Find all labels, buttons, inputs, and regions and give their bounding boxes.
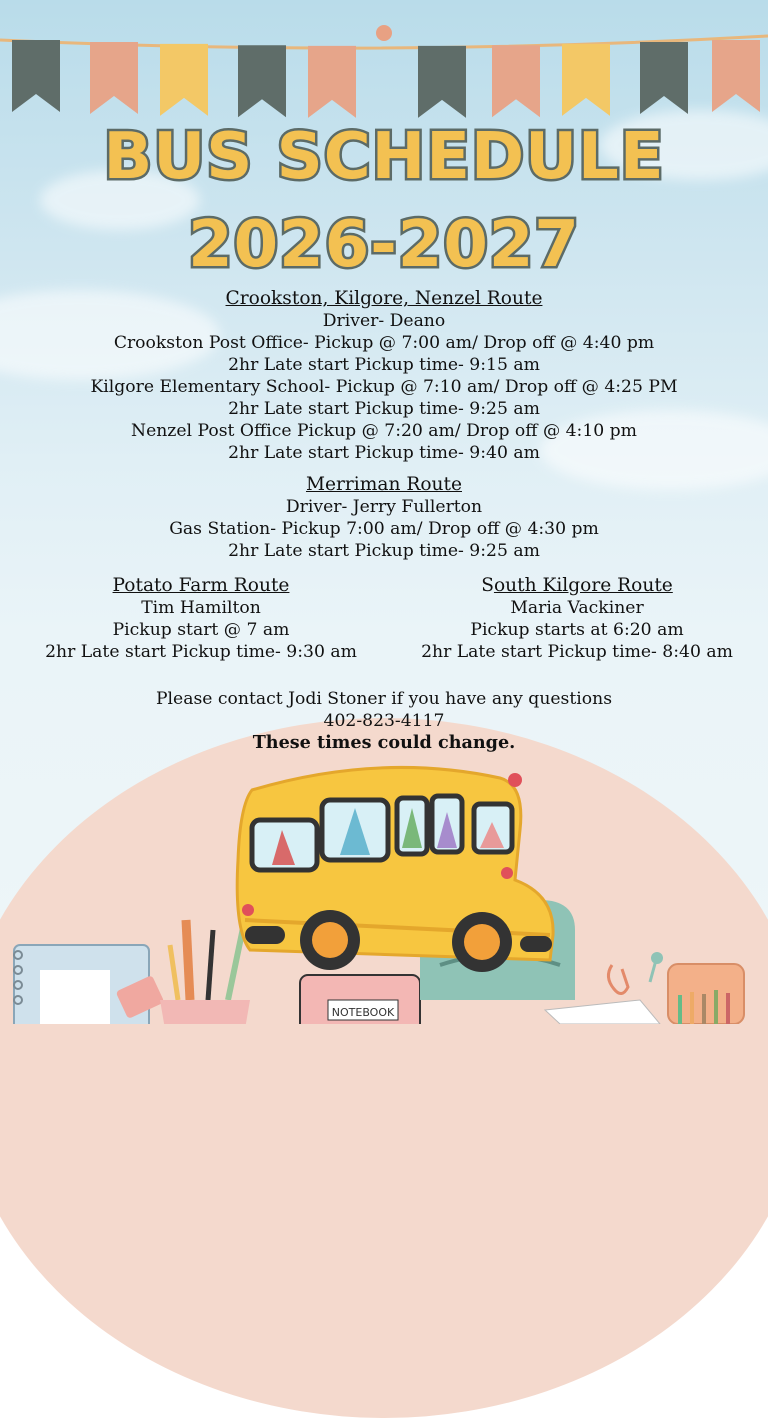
route-line: 2hr Late start Pickup time- 9:30 am: [45, 642, 357, 662]
heading-rest: outh Kilgore Route: [493, 575, 673, 596]
route-line: Kilgore Elementary School- Pickup @ 7:10 am/ Drop off @ 4:25 PM: [90, 377, 678, 397]
bunting-flag: [712, 40, 760, 112]
contact-block: [0, 688, 768, 754]
route-line: Tim Hamilton: [141, 598, 261, 618]
bunting-flag: [562, 44, 610, 116]
bunting-flag: [238, 45, 286, 117]
route-line: Driver- Jerry Fullerton: [285, 497, 483, 517]
route-line: 2hr Late start Pickup time- 9:40 am: [228, 443, 540, 463]
route-south: [382, 575, 768, 663]
route-line: 2hr Late start Pickup time- 9:25 am: [228, 541, 540, 561]
bunting-flag: [160, 44, 208, 116]
pushpin-head-icon: [651, 952, 663, 964]
route-heading: Merriman Route: [305, 474, 462, 495]
route-merriman: [0, 474, 768, 562]
route-heading: Crookston, Kilgore, Nenzel Route: [225, 288, 543, 309]
notebook-label: NOTEBOOK: [331, 1006, 395, 1019]
notebook-book-icon: [300, 975, 420, 1024]
notice-text: These times could change.: [252, 732, 516, 753]
bunting-flag: [492, 45, 540, 117]
open-book-icon: [545, 1000, 660, 1024]
route-line: 2hr Late start Pickup time- 9:15 am: [228, 355, 540, 375]
route-line: Pickup start @ 7 am: [112, 620, 290, 640]
contact-phone: 402-823-4117: [323, 711, 445, 731]
bunting-flag: [90, 42, 138, 114]
route-ckn: [0, 288, 768, 464]
title-line1: BUS SCHEDULE: [103, 120, 665, 194]
route-line: 2hr Late start Pickup time- 8:40 am: [421, 642, 733, 662]
route-line: Gas Station- Pickup 7:00 am/ Drop off @ 4:30 pm: [169, 519, 599, 539]
bunting-flag: [640, 42, 688, 114]
contact-line: Please contact Jodi Stoner if you have any questions: [155, 689, 613, 709]
bunting-flag: [12, 40, 60, 112]
bunting-flag: [418, 46, 466, 118]
pencil-cup-icon: [160, 920, 250, 1024]
heading-first-letter: S: [481, 575, 494, 596]
route-heading: [382, 575, 768, 597]
paperclip-icon: [608, 965, 628, 994]
route-line: Crookston Post Office- Pickup @ 7:00 am/ Drop off @ 4:40 pm: [113, 333, 655, 353]
route-heading: Potato Farm Route: [112, 575, 290, 596]
bus-icon: [237, 767, 553, 972]
route-potato: [0, 575, 402, 663]
bunting-garland: [0, 0, 768, 130]
route-line: Maria Vackiner: [510, 598, 644, 618]
route-line: Nenzel Post Office Pickup @ 7:20 am/ Drop off @ 4:10 pm: [131, 421, 637, 441]
route-line: 2hr Late start Pickup time- 9:25 am: [228, 399, 540, 419]
route-line: Driver- Deano: [322, 311, 446, 331]
route-line: Pickup starts at 6:20 am: [470, 620, 684, 640]
school-bus-illustration: [0, 760, 768, 1024]
title-line2: 2026-2027: [188, 208, 580, 282]
colored-pencils-icon: [668, 964, 744, 1024]
bunting-flag: [308, 46, 356, 118]
